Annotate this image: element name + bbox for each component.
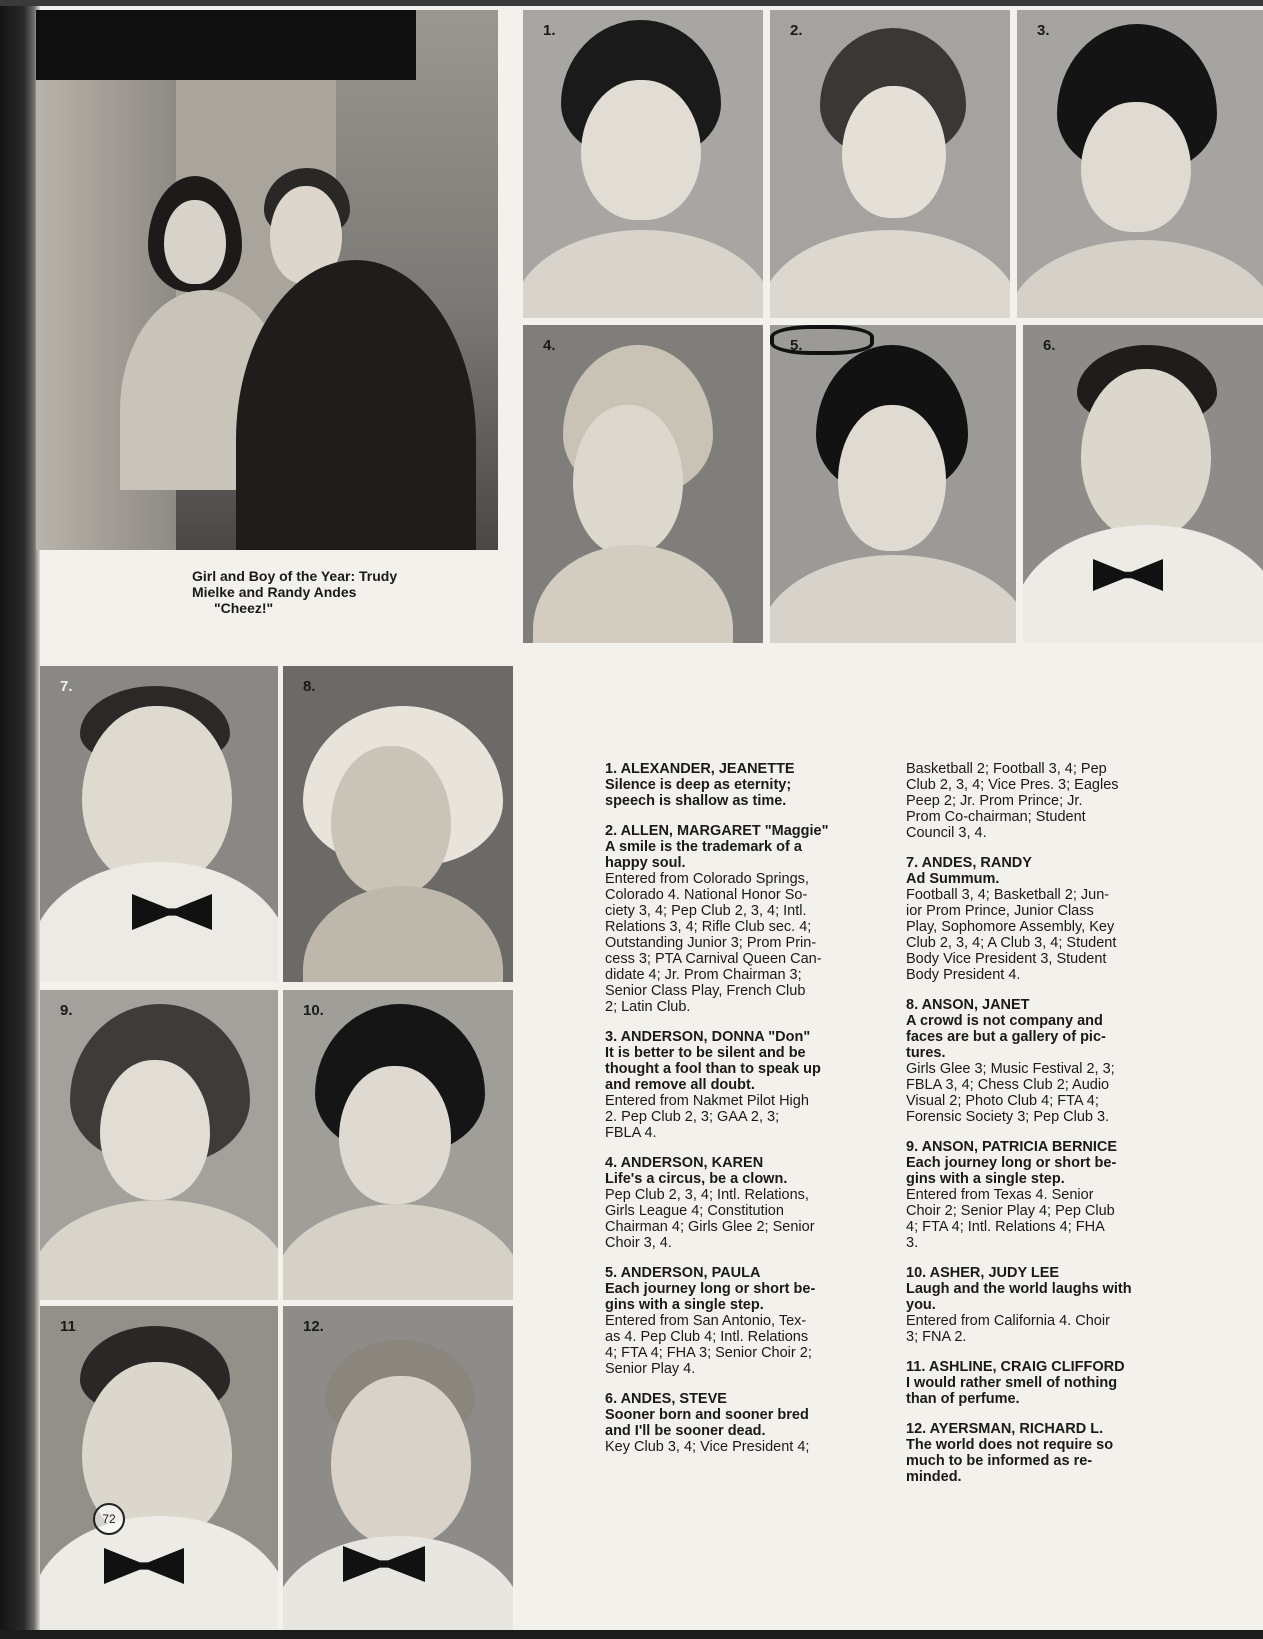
senior-entry: [906, 997, 1176, 1125]
senior-activities: Girls Glee 3; Music Festival 2, 3;: [906, 1061, 1115, 1077]
page-binding-shadow: [0, 0, 40, 1639]
senior-activities: Club 2, 3, 4; Vice Pres. 3; Eagles: [906, 777, 1119, 793]
portrait-number: 8.: [303, 678, 316, 695]
senior-list-column-1: [605, 761, 875, 1469]
senior-motto: Silence is deep as eternity;: [605, 777, 792, 793]
senior-motto: It is better to be silent and be: [605, 1045, 806, 1061]
senior-activities: 3; FNA 2.: [906, 1329, 967, 1345]
senior-entry: [906, 1421, 1176, 1485]
portrait-4: [523, 325, 763, 643]
senior-name: 9. ANSON, PATRICIA BERNICE: [906, 1139, 1118, 1155]
portrait-number: 4.: [543, 337, 556, 354]
portrait-number: 1.: [543, 22, 556, 39]
senior-activities: as 4. Pep Club 4; Intl. Relations: [605, 1329, 809, 1345]
senior-activities: cess 3; PTA Carnival Queen Can-: [605, 951, 822, 967]
senior-motto: Each journey long or short be-: [906, 1155, 1117, 1171]
portrait-7: [40, 666, 278, 982]
portrait-number: 6.: [1043, 337, 1056, 354]
senior-entry: [906, 855, 1176, 983]
feature-caption: [192, 568, 512, 616]
senior-activities: Girls League 4; Constitution: [605, 1203, 784, 1219]
senior-activities: FBLA 4.: [605, 1125, 657, 1141]
senior-motto: Life's a circus, be a clown.: [605, 1171, 788, 1187]
senior-motto: gins with a single step.: [906, 1171, 1065, 1187]
senior-motto: you.: [906, 1297, 936, 1313]
senior-activities: Entered from Nakmet Pilot High: [605, 1093, 809, 1109]
senior-motto: The world does not require so: [906, 1437, 1114, 1453]
senior-activities: Entered from Colorado Springs,: [605, 871, 809, 887]
senior-motto: and remove all doubt.: [605, 1077, 755, 1093]
senior-activities: Visual 2; Photo Club 4; FTA 4;: [906, 1093, 1099, 1109]
senior-name: 4. ANDERSON, KAREN: [605, 1155, 764, 1171]
senior-activities: Outstanding Junior 3; Prom Prin-: [605, 935, 817, 951]
portrait-number: 9.: [60, 1002, 73, 1019]
senior-activities: Play, Sophomore Assembly, Key: [906, 919, 1115, 935]
senior-motto: gins with a single step.: [605, 1297, 764, 1313]
portrait-9: [40, 990, 278, 1300]
senior-name: 8. ANSON, JANET: [906, 997, 1030, 1013]
portrait-number: 3.: [1037, 22, 1050, 39]
senior-activities: 3.: [906, 1235, 919, 1251]
senior-motto: A crowd is not company and: [906, 1013, 1103, 1029]
senior-activities: Relations 3, 4; Rifle Club sec. 4;: [605, 919, 812, 935]
senior-list-column-2: [906, 761, 1176, 1499]
senior-activities: Entered from Texas 4. Senior: [906, 1187, 1094, 1203]
portrait-2: [770, 10, 1010, 318]
senior-name: 6. ANDES, STEVE: [605, 1391, 727, 1407]
senior-name: 3. ANDERSON, DONNA "Don": [605, 1029, 811, 1045]
senior-name: 1. ALEXANDER, JEANETTE: [605, 761, 795, 777]
portrait-number: 2.: [790, 22, 803, 39]
senior-motto: Laugh and the world laughs with: [906, 1281, 1132, 1297]
senior-activities: 4; FTA 4; Intl. Relations 4; FHA: [906, 1219, 1105, 1235]
senior-activities: Club 2, 3, 4; A Club 3, 4; Student: [906, 935, 1117, 951]
senior-activities: Football 3, 4; Basketball 2; Jun-: [906, 887, 1110, 903]
portrait-1: [523, 10, 763, 318]
senior-activities: Body Vice President 3, Student: [906, 951, 1107, 967]
senior-entry: [605, 761, 875, 809]
portrait-10: [283, 990, 513, 1300]
senior-entry: [906, 1265, 1176, 1345]
senior-entry: [906, 1139, 1176, 1251]
senior-activities: Forensic Society 3; Pep Club 3.: [906, 1109, 1110, 1125]
senior-activities: 2; Latin Club.: [605, 999, 691, 1015]
senior-activities: 2. Pep Club 2, 3; GAA 2, 3;: [605, 1109, 780, 1125]
senior-name: 2. ALLEN, MARGARET "Maggie": [605, 823, 829, 839]
senior-motto: than of perfume.: [906, 1391, 1020, 1407]
senior-motto: and I'll be sooner dead.: [605, 1423, 766, 1439]
senior-activities: Entered from San Antonio, Tex-: [605, 1313, 807, 1329]
senior-name: 11. ASHLINE, CRAIG CLIFFORD: [906, 1359, 1125, 1375]
portrait-number: 10.: [303, 1002, 324, 1019]
portrait-12: [283, 1306, 513, 1630]
portrait-6: [1023, 325, 1263, 643]
senior-name: 10. ASHER, JUDY LEE: [906, 1265, 1060, 1281]
senior-motto: Each journey long or short be-: [605, 1281, 816, 1297]
senior-activities: Basketball 2; Football 3, 4; Pep: [906, 761, 1107, 777]
portrait-number: 7.: [60, 678, 73, 695]
portrait-number: 5.: [790, 337, 803, 354]
page-top-edge: [0, 0, 1263, 6]
senior-motto: minded.: [906, 1469, 962, 1485]
senior-entry: [605, 1391, 875, 1455]
senior-activities: Choir 3, 4.: [605, 1235, 672, 1251]
caption-line: Mielke and Randy Andes: [192, 584, 357, 600]
senior-activities: Peep 2; Jr. Prom Prince; Jr.: [906, 793, 1083, 809]
portrait-8: [283, 666, 513, 982]
senior-name: 7. ANDES, RANDY: [906, 855, 1032, 871]
portrait-5: [770, 325, 1016, 643]
senior-activities: ciety 3, 4; Pep Club 2, 3, 4; Intl.: [605, 903, 807, 919]
senior-entry: [605, 1265, 875, 1377]
senior-activities: Chairman 4; Girls Glee 2; Senior: [605, 1219, 815, 1235]
senior-activities: ior Prom Prince, Junior Class: [906, 903, 1094, 919]
senior-entry: [605, 823, 875, 1015]
senior-activities: Key Club 3, 4; Vice President 4;: [605, 1439, 810, 1455]
senior-entry-continued: [906, 761, 1176, 841]
senior-activities: Prom Co-chairman; Student: [906, 809, 1086, 825]
senior-activities: Senior Play 4.: [605, 1361, 696, 1377]
senior-motto: I would rather smell of nothing: [906, 1375, 1118, 1391]
portrait-3: [1017, 10, 1263, 318]
senior-activities: Senior Class Play, French Club: [605, 983, 806, 999]
senior-motto: happy soul.: [605, 855, 686, 871]
senior-activities: Choir 2; Senior Play 4; Pep Club: [906, 1203, 1115, 1219]
senior-name: 12. AYERSMAN, RICHARD L.: [906, 1421, 1104, 1437]
senior-motto: A smile is the trademark of a: [605, 839, 802, 855]
senior-activities: Colorado 4. National Honor So-: [605, 887, 808, 903]
senior-activities: FBLA 3, 4; Chess Club 2; Audio: [906, 1077, 1110, 1093]
senior-name: 5. ANDERSON, PAULA: [605, 1265, 761, 1281]
senior-motto: tures.: [906, 1045, 946, 1061]
portrait-number: 11: [60, 1318, 76, 1335]
senior-entry: [906, 1359, 1176, 1407]
senior-activities: Body President 4.: [906, 967, 1021, 983]
senior-motto: faces are but a gallery of pic-: [906, 1029, 1106, 1045]
senior-activities: Entered from California 4. Choir: [906, 1313, 1110, 1329]
caption-line: "Cheez!": [214, 600, 274, 616]
senior-motto: much to be informed as re-: [906, 1453, 1093, 1469]
senior-motto: Ad Summum.: [906, 871, 1000, 887]
senior-entry: [605, 1029, 875, 1141]
senior-motto: Sooner born and sooner bred: [605, 1407, 809, 1423]
senior-activities: Council 3, 4.: [906, 825, 987, 841]
page-number: 72: [93, 1503, 125, 1535]
senior-motto: thought a fool than to speak up: [605, 1061, 821, 1077]
senior-activities: 4; FTA 4; FHA 3; Senior Choir 2;: [605, 1345, 812, 1361]
senior-motto: speech is shallow as time.: [605, 793, 787, 809]
portrait-number: 12.: [303, 1318, 324, 1335]
caption-line: Girl and Boy of the Year: Trudy: [192, 568, 398, 584]
portrait-11: [40, 1306, 278, 1630]
feature-photo: [36, 10, 498, 550]
senior-entry: [605, 1155, 875, 1251]
page-bottom-edge: [0, 1630, 1263, 1639]
senior-activities: didate 4; Jr. Prom Chairman 3;: [605, 967, 802, 983]
senior-activities: Pep Club 2, 3, 4; Intl. Relations,: [605, 1187, 809, 1203]
